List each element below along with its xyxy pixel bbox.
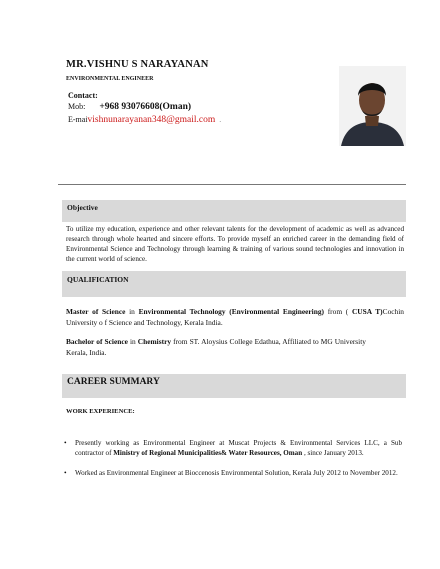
masters-institution: Cochin University o f Science and Technology, Kerala India. [66,307,404,327]
candidate-role: ENVIRONMENTAL ENGINEER [66,76,154,82]
experience-1-post: , since January 2013. [302,449,364,457]
masters-in: in [125,307,139,316]
email-line [68,115,221,125]
person-photo-icon [339,66,406,146]
masters-institution-abbr: CUSA T) [351,307,383,316]
mobile-number: +968 93076608(Oman) [99,102,192,112]
masters-from: from ( [323,307,352,316]
bullet-icon: • [64,438,67,447]
list-item [64,438,402,458]
candidate-name: MR.VISHNU S NARAYANAN [66,59,209,70]
bullet-icon: • [64,468,67,477]
experience-1-pre: Presently working as Environmental Engineer at Muscat Projects & Environmental Services LLC, a Sub contractor of [75,439,402,457]
bachelors-institution: from ST. Aloysius College Edathua, Affiliated to MG University Kerala, India. [66,337,366,357]
experience-text [75,468,398,479]
objective-text: To utilize my education, experience and other relevant talents for the development of academic as well as advanced research through whole hearted and sincere efforts. To provide myself an enriched career in the demanding field of Environmental Science and Technology through learning & training of various sound technologies and innovation in the current world of science. [66,225,404,263]
qualification-masters [66,307,404,328]
contact-label: Contact: [68,91,98,100]
experience-list [64,438,402,489]
masters-degree: Master of Science [66,307,126,316]
work-experience-label: WORK EXPERIENCE: [66,408,135,415]
header-divider [58,184,406,185]
qualification-heading: QUALIFICATION [62,271,406,297]
bachelors-subject: Chemistry [137,337,172,346]
email-suffix: . [219,115,222,124]
experience-text [75,438,402,458]
bachelors-degree: Bachelor of Science [66,337,128,346]
experience-1-client: Ministry of Regional Municipalities& Water Resources, Oman [113,449,303,457]
career-summary-heading: CAREER SUMMARY [62,374,406,398]
experience-2-text: Worked as Environmental Engineer at Bioccenosis Environmental Solution, Kerala July 2012 to November 2012. [75,469,398,477]
masters-subject: Environmental Technology (Environmental Engineering) [138,307,324,316]
email-address[interactable]: vishnunarayanan348@gmail.com [87,115,216,125]
mobile-label: Mob: [68,102,86,111]
mobile-line [68,102,191,112]
profile-photo [339,66,406,146]
qualification-bachelors [66,337,366,358]
bachelors-in: in [127,337,138,346]
objective-heading: Objective [62,200,406,222]
list-item [64,468,402,479]
email-label: E-mai [68,115,88,124]
